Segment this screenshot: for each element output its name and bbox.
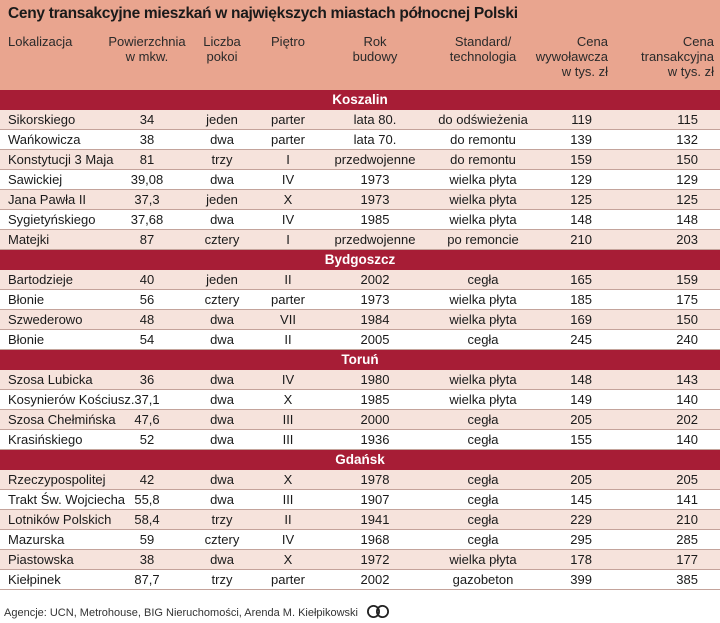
table-row <box>0 230 720 250</box>
cell-location: Rzeczypospolitej <box>8 472 106 487</box>
cell-year: 1985 <box>360 212 390 227</box>
cell-location: Kosynierów Kościusz. <box>8 392 135 407</box>
cell-year: 1941 <box>360 512 390 527</box>
cell-year: 1984 <box>360 312 390 327</box>
cell-year: 1980 <box>360 372 390 387</box>
cell-rooms: dwa <box>210 412 234 427</box>
cell-standard: wielka płyta <box>449 192 517 207</box>
cell-rooms: dwa <box>210 312 234 327</box>
cell-year: przedwojenne <box>334 232 416 247</box>
table-row <box>0 570 720 590</box>
publisher-logo <box>367 605 389 621</box>
cell-area: 56 <box>139 292 155 307</box>
table-row <box>0 290 720 310</box>
cell-floor: X <box>283 192 293 207</box>
cell-transaction-price: 159 <box>676 272 698 287</box>
cell-standard: wielka płyta <box>449 292 517 307</box>
section-header-0: Koszalin <box>0 90 720 110</box>
cell-rooms: dwa <box>210 332 234 347</box>
cell-asking-price: 119 <box>571 112 592 127</box>
cell-asking-price: 229 <box>570 512 592 527</box>
cell-area: 34 <box>139 112 155 127</box>
cell-location: Sygietyńskiego <box>8 212 96 227</box>
cell-floor: X <box>283 392 293 407</box>
cell-standard: cegła <box>467 412 499 427</box>
cell-location: Szwederowo <box>8 312 83 327</box>
cell-area: 39,08 <box>130 172 164 187</box>
cell-year: 1973 <box>360 172 390 187</box>
cell-year: lata 80. <box>353 112 397 127</box>
cell-transaction-price: 140 <box>676 392 698 407</box>
cell-rooms: jeden <box>206 112 238 127</box>
cell-standard: cegła <box>467 512 499 527</box>
cell-year: 1936 <box>360 432 390 447</box>
cell-area: 55,8 <box>134 492 160 507</box>
cell-asking-price: 165 <box>570 272 592 287</box>
table-row <box>0 310 720 330</box>
cell-asking-price: 185 <box>570 292 592 307</box>
cell-transaction-price: 385 <box>676 572 698 587</box>
cell-transaction-price: 140 <box>676 432 698 447</box>
section-header-3: Gdańsk <box>0 450 720 470</box>
cell-location: Krasińskiego <box>8 432 83 447</box>
cell-asking-price: 295 <box>570 532 592 547</box>
cell-location: Szosa Chełmińska <box>8 412 116 427</box>
cell-floor: parter <box>271 112 305 127</box>
cell-transaction-price: 143 <box>676 372 698 387</box>
cell-location: Szosa Lubicka <box>8 372 93 387</box>
cell-location: Piastowska <box>8 552 74 567</box>
cell-floor: IV <box>281 532 295 547</box>
cell-area: 59 <box>139 532 155 547</box>
cell-asking-price: 148 <box>570 212 592 227</box>
cell-floor: X <box>283 472 293 487</box>
cell-location: Trakt Św. Wojciecha <box>8 492 126 507</box>
cell-location: Sikorskiego <box>8 112 76 127</box>
table-row <box>0 270 720 290</box>
cell-standard: cegła <box>467 432 499 447</box>
cell-transaction-price: 240 <box>676 332 698 347</box>
table-row <box>0 150 720 170</box>
cell-floor: III <box>282 432 294 447</box>
cell-year: 1973 <box>360 292 390 307</box>
cell-floor: VII <box>280 312 296 327</box>
cell-area: 48 <box>139 312 155 327</box>
column-header-floor: Piętro <box>271 34 305 49</box>
cell-transaction-price: 202 <box>676 412 698 427</box>
cell-rooms: dwa <box>210 172 234 187</box>
cell-standard: cegła <box>467 272 499 287</box>
cell-rooms: trzy <box>211 152 233 167</box>
cell-location: Błonie <box>8 332 45 347</box>
cell-asking-price: 148 <box>570 372 592 387</box>
cell-transaction-price: 205 <box>676 472 698 487</box>
cell-location: Jana Pawła II <box>8 192 87 207</box>
cell-area: 54 <box>139 332 155 347</box>
cell-year: 1985 <box>360 392 390 407</box>
cell-area: 36 <box>139 372 155 387</box>
column-header-standard: Standard/ technologia <box>449 34 517 64</box>
cell-area: 37,68 <box>130 212 164 227</box>
cell-transaction-price: 125 <box>676 192 698 207</box>
cell-location: Sawickiej <box>8 172 63 187</box>
cell-area: 38 <box>139 552 155 567</box>
logo-icon <box>367 605 389 618</box>
table-row <box>0 130 720 150</box>
cell-standard: do odświeżenia <box>438 112 528 127</box>
cell-location: Wańkowicza <box>8 132 81 147</box>
cell-transaction-price: 141 <box>676 492 698 507</box>
cell-transaction-price: 148 <box>676 212 698 227</box>
cell-area: 37,1 <box>134 392 160 407</box>
cell-rooms: trzy <box>211 572 233 587</box>
table-row <box>0 390 720 410</box>
cell-standard: cegła <box>467 332 499 347</box>
cell-asking-price: 149 <box>570 392 592 407</box>
cell-area: 38 <box>139 132 155 147</box>
cell-rooms: dwa <box>210 552 234 567</box>
section-header-1: Bydgoszcz <box>0 250 720 270</box>
cell-area: 87 <box>139 232 155 247</box>
cell-standard: wielka płyta <box>449 172 517 187</box>
cell-standard: wielka płyta <box>449 372 517 387</box>
cell-asking-price: 159 <box>570 152 592 167</box>
cell-transaction-price: 203 <box>676 232 698 247</box>
cell-standard: po remoncie <box>447 232 519 247</box>
cell-area: 58,4 <box>134 512 160 527</box>
source-footer <box>4 605 389 621</box>
cell-floor: IV <box>281 212 295 227</box>
cell-rooms: cztery <box>204 532 240 547</box>
cell-year: 1907 <box>360 492 390 507</box>
cell-area: 87,7 <box>134 572 160 587</box>
cell-transaction-price: 177 <box>676 552 698 567</box>
cell-transaction-price: 150 <box>676 152 698 167</box>
cell-area: 52 <box>139 432 155 447</box>
cell-year: 2005 <box>360 332 390 347</box>
cell-transaction-price: 285 <box>676 532 698 547</box>
cell-year: 1972 <box>360 552 390 567</box>
cell-floor: I <box>286 152 290 167</box>
cell-rooms: trzy <box>211 512 233 527</box>
cell-transaction-price: 115 <box>677 112 698 127</box>
cell-area: 42 <box>139 472 155 487</box>
cell-floor: parter <box>271 292 305 307</box>
cell-floor: I <box>286 232 290 247</box>
cell-asking-price: 399 <box>570 572 592 587</box>
cell-transaction-price: 175 <box>676 292 698 307</box>
column-header-location: Lokalizacja <box>8 34 73 49</box>
cell-standard: wielka płyta <box>449 552 517 567</box>
cell-location: Mazurska <box>8 532 65 547</box>
cell-floor: parter <box>271 132 305 147</box>
cell-location: Kiełpinek <box>8 572 61 587</box>
cell-rooms: dwa <box>210 132 234 147</box>
cell-standard: cegła <box>467 492 499 507</box>
cell-standard: wielka płyta <box>449 312 517 327</box>
table-row <box>0 510 720 530</box>
cell-area: 47,6 <box>134 412 160 427</box>
cell-year: lata 70. <box>353 132 397 147</box>
cell-standard: do remontu <box>450 152 516 167</box>
cell-asking-price: 245 <box>570 332 592 347</box>
cell-rooms: dwa <box>210 472 234 487</box>
cell-rooms: jeden <box>206 272 238 287</box>
cell-year: przedwojenne <box>334 152 416 167</box>
cell-floor: parter <box>271 572 305 587</box>
cell-standard: cegła <box>467 472 499 487</box>
source-text: Agencje: UCN, Metrohouse, BIG Nieruchomości, Arenda M. Kiełpikowski <box>4 606 358 619</box>
page-title: Ceny transakcyjne mieszkań w największych miastach północnej Polski <box>8 5 518 22</box>
cell-rooms: cztery <box>204 292 240 307</box>
table-row <box>0 190 720 210</box>
cell-transaction-price: 150 <box>676 312 698 327</box>
cell-location: Błonie <box>8 292 45 307</box>
cell-asking-price: 205 <box>570 412 592 427</box>
table-row <box>0 110 720 130</box>
cell-standard: do remontu <box>450 132 516 147</box>
cell-floor: IV <box>281 372 295 387</box>
cell-standard: wielka płyta <box>449 212 517 227</box>
table-row <box>0 330 720 350</box>
table-row <box>0 410 720 430</box>
cell-floor: II <box>284 332 292 347</box>
table-row <box>0 430 720 450</box>
cell-asking-price: 205 <box>570 472 592 487</box>
cell-asking-price: 155 <box>570 432 592 447</box>
section-header-2: Toruń <box>0 350 720 370</box>
cell-rooms: dwa <box>210 432 234 447</box>
cell-transaction-price: 132 <box>676 132 698 147</box>
cell-asking-price: 125 <box>570 192 592 207</box>
cell-area: 37,3 <box>134 192 160 207</box>
column-header-area: Powierzchnia w mkw. <box>108 34 186 64</box>
table-row <box>0 370 720 390</box>
cell-location: Bartodzieje <box>8 272 74 287</box>
cell-floor: IV <box>281 172 295 187</box>
cell-year: 1973 <box>360 192 390 207</box>
column-header-year: Rok budowy <box>352 34 398 64</box>
cell-floor: X <box>283 552 293 567</box>
column-header-transaction-price: Cena transakcyjna w tys. zł <box>641 34 714 79</box>
cell-year: 2002 <box>360 572 390 587</box>
cell-transaction-price: 210 <box>676 512 698 527</box>
cell-rooms: cztery <box>204 232 240 247</box>
cell-location: Matejki <box>8 232 50 247</box>
column-header-asking-price: Cena wywoławcza w tys. zł <box>535 34 608 79</box>
table-row <box>0 210 720 230</box>
cell-year: 1978 <box>360 472 390 487</box>
cell-standard: cegła <box>467 532 499 547</box>
cell-standard: wielka płyta <box>449 392 517 407</box>
cell-area: 81 <box>139 152 155 167</box>
cell-asking-price: 169 <box>570 312 592 327</box>
cell-year: 2000 <box>360 412 390 427</box>
cell-location: Lotników Polskich <box>8 512 112 527</box>
cell-asking-price: 145 <box>570 492 592 507</box>
cell-year: 1968 <box>360 532 390 547</box>
cell-rooms: dwa <box>210 212 234 227</box>
cell-year: 2002 <box>360 272 390 287</box>
cell-rooms: dwa <box>210 372 234 387</box>
cell-asking-price: 139 <box>570 132 592 147</box>
cell-asking-price: 178 <box>570 552 592 567</box>
cell-rooms: dwa <box>210 392 234 407</box>
cell-area: 40 <box>139 272 155 287</box>
cell-floor: III <box>282 492 294 507</box>
cell-floor: II <box>284 512 292 527</box>
cell-location: Konstytucji 3 Maja <box>8 152 114 167</box>
table-row <box>0 490 720 510</box>
table-row <box>0 170 720 190</box>
cell-asking-price: 210 <box>570 232 592 247</box>
cell-floor: II <box>284 272 292 287</box>
cell-transaction-price: 129 <box>676 172 698 187</box>
cell-rooms: dwa <box>210 492 234 507</box>
table-row <box>0 470 720 490</box>
cell-floor: III <box>282 412 294 427</box>
column-header-rooms: Liczba pokoi <box>203 34 241 64</box>
table-row <box>0 550 720 570</box>
cell-asking-price: 129 <box>570 172 592 187</box>
table-row <box>0 530 720 550</box>
cell-rooms: jeden <box>206 192 238 207</box>
cell-standard: gazobeton <box>452 572 514 587</box>
